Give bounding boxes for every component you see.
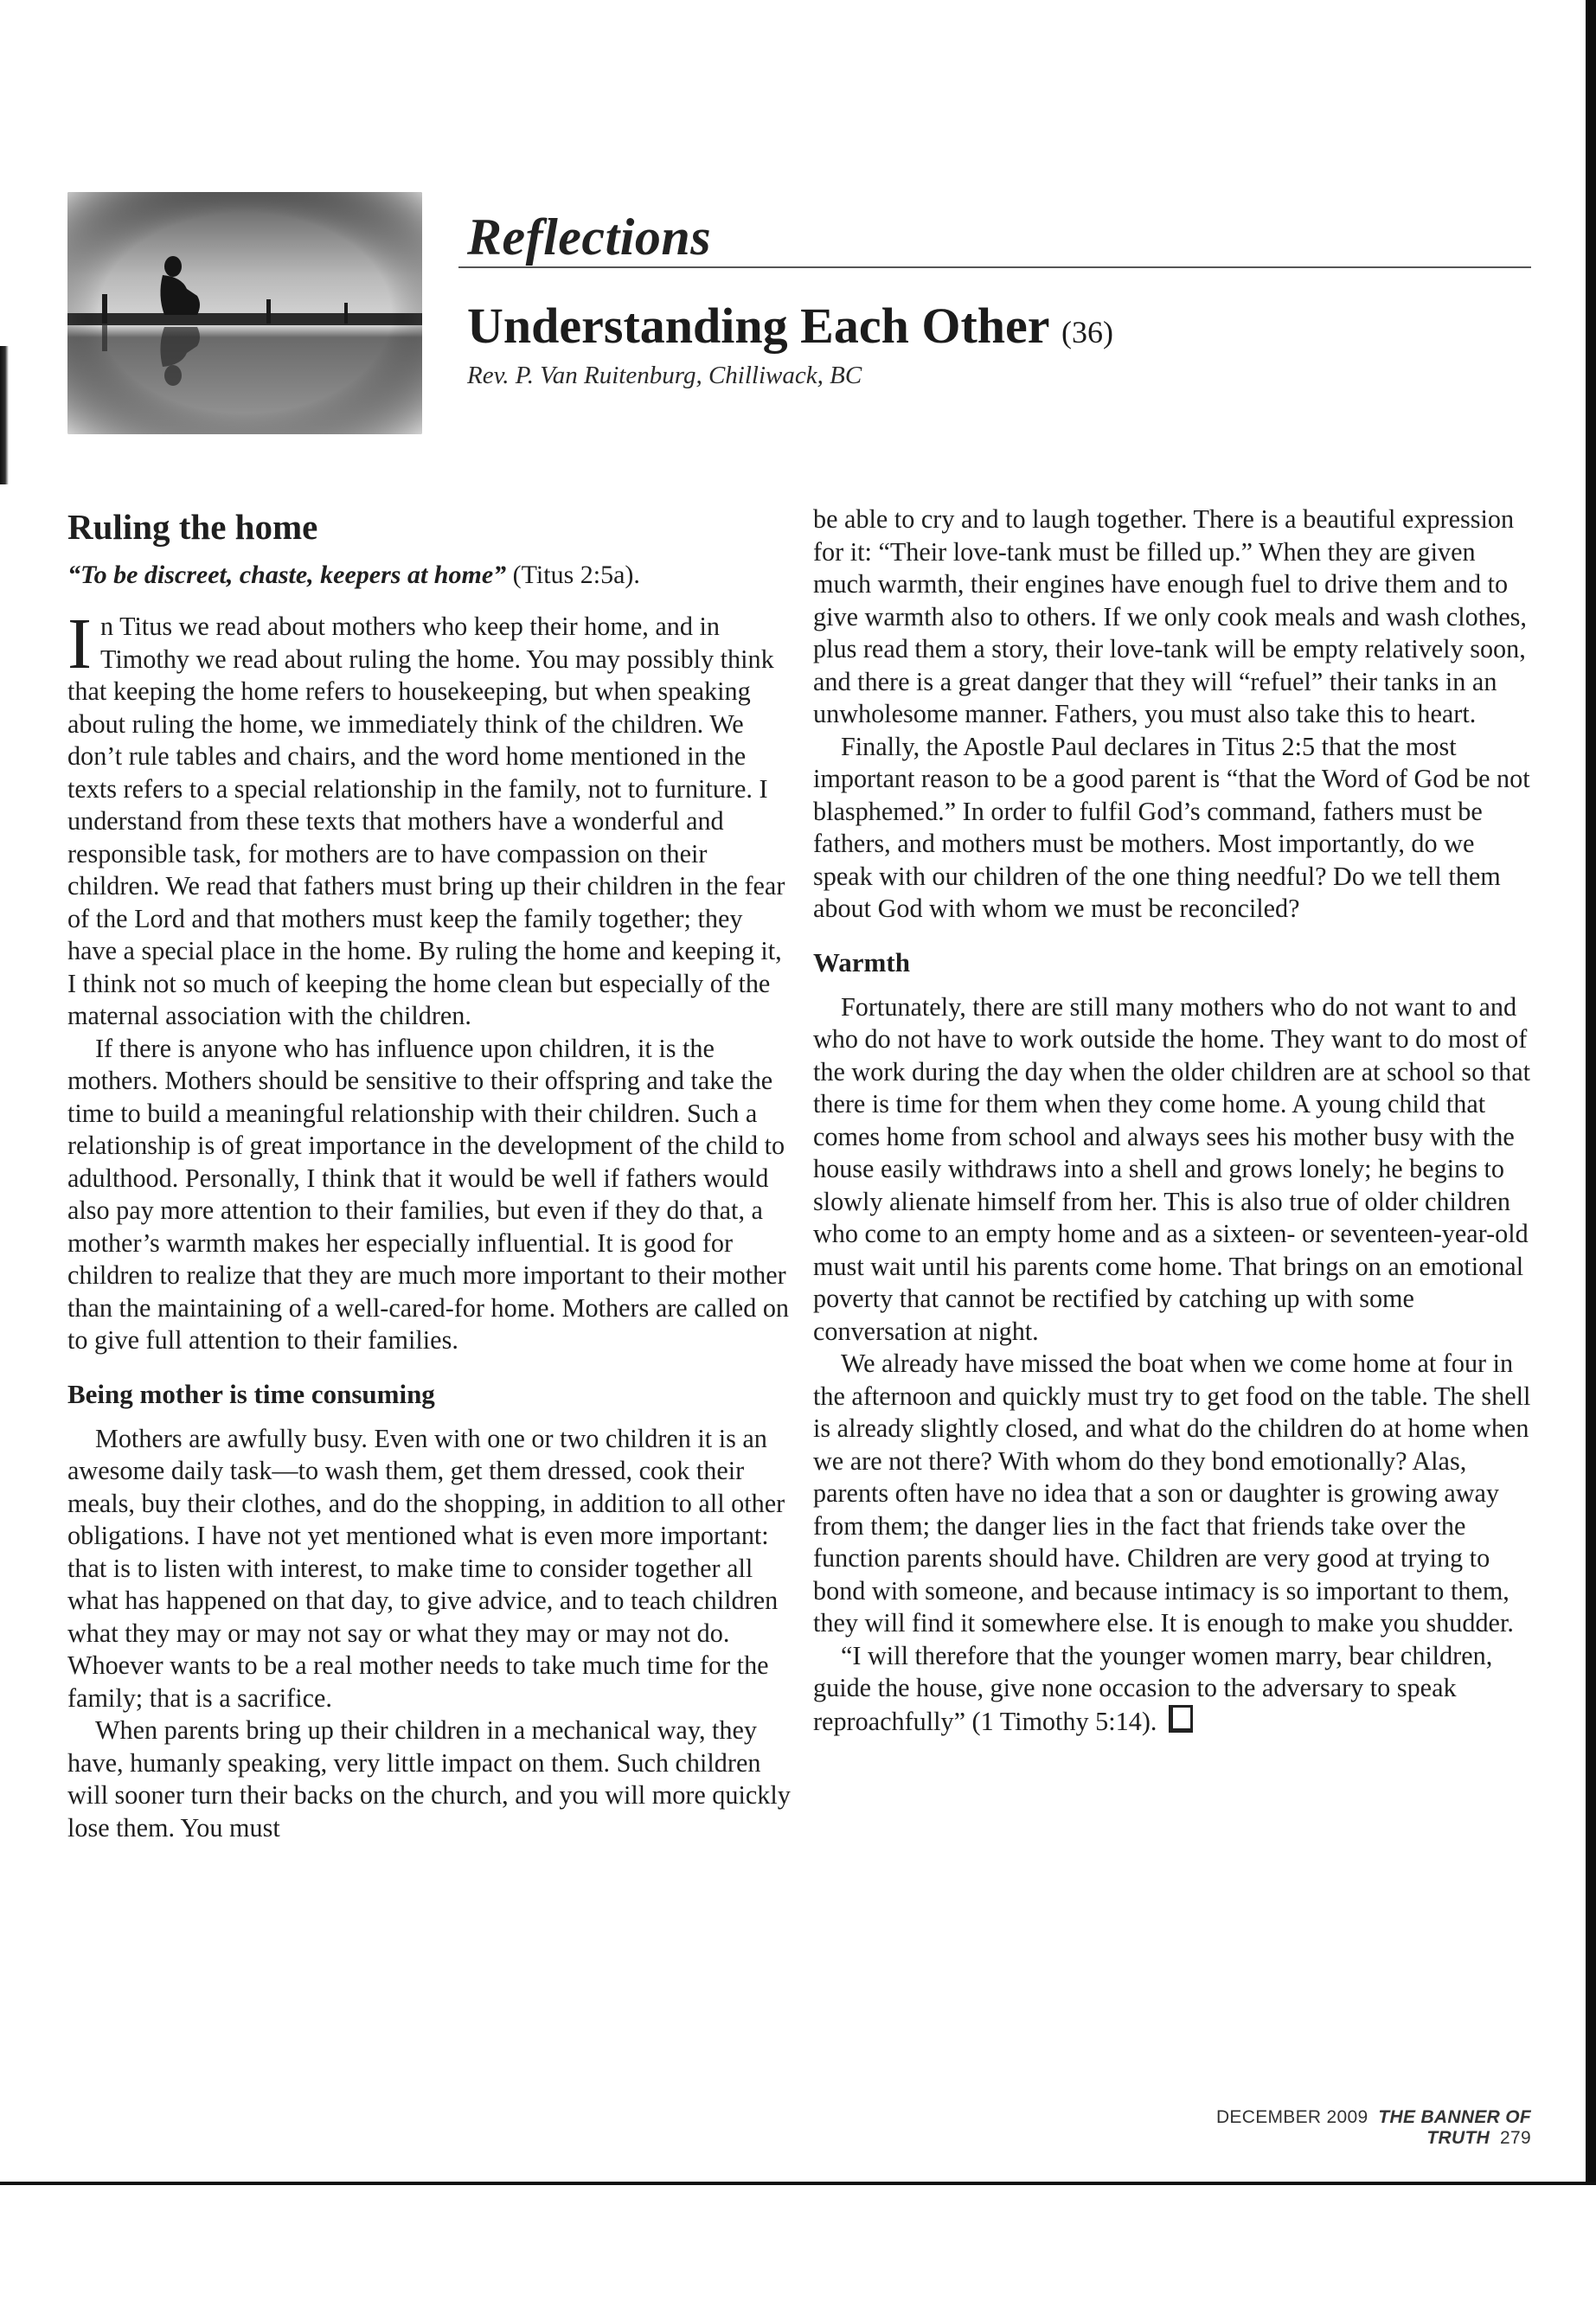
scan-shadow-left bbox=[0, 346, 9, 484]
left-column bbox=[67, 505, 794, 1844]
scan-shadow-right bbox=[1586, 0, 1596, 2184]
article-title-text: Understanding Each Other bbox=[467, 298, 1049, 354]
epigraph bbox=[67, 559, 794, 592]
right-column bbox=[813, 503, 1531, 1738]
epigraph-quote: “To be discreet, chaste, keepers at home” bbox=[67, 561, 507, 589]
paragraph: We already have missed the boat when we come home at four in the afternoon and quickly must try to get food on the table. The shell is already slightly closed, and what do the children do at home when we are not there? With whom do they bond emotionally? Alas, parents often have no idea that a son or daughter is growing away from them; the danger lies in the fact that friends take over the function parents should have. Children are very good at trying to bond with someone, and because intimacy is so important to them, they will find it somewhere else. It is enough to make you shudder. bbox=[813, 1349, 1531, 1638]
section-title: Reflections bbox=[467, 208, 712, 266]
scan-shadow-bottom bbox=[0, 2182, 1596, 2185]
paragraph: Mothers are awfully busy. Even with one or two children it is an awesome daily task—to wash them, get them dressed, cook their meals, buy their clothes, and do the shopping, in addition to all other obligations. I have not yet mentioned what is even more important: that is to listen with interest, to make time to consider together all what has happened on that day, to give advice, and to teach children what they may or may not say or what they may or may not do. Whoever wants to be a real mother needs to take much time for the family; that is a sacrifice. bbox=[67, 1423, 785, 1713]
page-footer bbox=[1125, 2107, 1531, 2149]
drop-cap: I bbox=[67, 604, 92, 684]
article-title bbox=[467, 297, 1113, 355]
paragraph: Fortunately, there are still many mothers who do not want to and who do not have to work outside the home. They want to do most of the work during the day when the older children are at school so that there is time for them when they come home. A young child that comes home from school and always sees his mother busy with the house easily withdraws into a shell and grows lonely; he begins to slowly alienate himself from her. This is also true of older children who come to an empty home and as a sixteen- or seventeen-year-old must wait until his parents come home. That brings on an emotional poverty that cannot be rectified by catching up with some conversation at night. bbox=[813, 991, 1531, 1346]
paragraph bbox=[67, 604, 794, 1033]
end-of-article-icon bbox=[1169, 1705, 1193, 1733]
publication-name: THE BANNER OF TRUTH bbox=[1378, 2107, 1531, 2148]
closing-quote: “I will therefore that the younger women marry, bear children, guide the house, give none occasion to the adversary to speak reproachfully” (1 Timothy 5:14). bbox=[813, 1640, 1493, 1736]
byline: Rev. P. Van Ruitenburg, Chilliwack, BC bbox=[467, 362, 862, 389]
paragraph: be able to cry and to laugh together. There is a beautiful expression for it: “Their love-tank must be filled up.” When they are given much warmth, their engines have enough fuel to drive them and to give warmth also to others. If we only cook meals and wash clothes, plus read them a story, their love-tank will be empty relatively soon, and there is a great danger that they will “refuel” their tanks in an unwholesome manner. Fathers, you must also take this to heart. bbox=[813, 504, 1527, 728]
epigraph-reference: (Titus 2:5a). bbox=[506, 561, 640, 589]
paragraph: When parents bring up their children in a mechanical way, they have, humanly speaking, very little impact on them. Such children will sooner turn their backs on the church, and you will more quickly lose them. You must bbox=[67, 1715, 791, 1843]
issue-date: DECEMBER 2009 bbox=[1215, 2107, 1368, 2127]
header-rule bbox=[458, 266, 1531, 268]
section-heading-warmth: Warmth bbox=[813, 946, 910, 977]
section-heading-time: Being mother is time consuming bbox=[67, 1378, 435, 1409]
header-photo bbox=[67, 192, 422, 434]
paragraph bbox=[813, 1640, 1531, 1739]
section-heading-ruling: Ruling the home bbox=[67, 507, 318, 547]
paragraph: If there is anyone who has influence upon children, it is the mothers. Mothers should be sensitive to their offspring and take the time to build a meaningful relationship with their children. Such a relationship is of great importance in the development of the child to adulthood. Personally, I think that it would be well if fathers would also pay more attention to their families, but even if they do that, a mother’s warmth makes her especially influential. It is good for children to realize that they are much more important to their mother than the maintaining of a well-cared-for home. Mothers are called on to give full attention to their families. bbox=[67, 1033, 790, 1355]
series-number: (36) bbox=[1061, 315, 1113, 349]
page-number: 279 bbox=[1500, 2128, 1531, 2148]
silhouette-pier-photo bbox=[67, 192, 422, 434]
paragraph: Finally, the Apostle Paul declares in Titus 2:5 that the most important reason to be a good parent is “that the Word of God be not blasphemed.” In order to fulfil God’s command, fathers must be fathers, and mothers must be mothers. Most importantly, do we speak with our children of the one thing needful? Do we tell them about God with whom we must be reconciled? bbox=[813, 731, 1530, 923]
paragraph-text: n Titus we read about mothers who keep their home, and in Timothy we read about ruling the home. You may possibly think that keeping the home refers to housekeeping, but when speaking about ruling the home, we immediately think of the children. We don’t rule tables and chairs, and the word home mentioned in the texts refers to a special relationship in the family, not to furniture. I understand from these texts that mothers have a wonderful and responsible task, for mothers are to have compassion on their children. We read that fathers must bring up their children in the fear of the Lord and that mothers must keep the family together; they have a special place in the home. By ruling the home and keeping it, I think not so much of keeping the home clean but especially of the maternal association with the children. bbox=[67, 612, 785, 1030]
